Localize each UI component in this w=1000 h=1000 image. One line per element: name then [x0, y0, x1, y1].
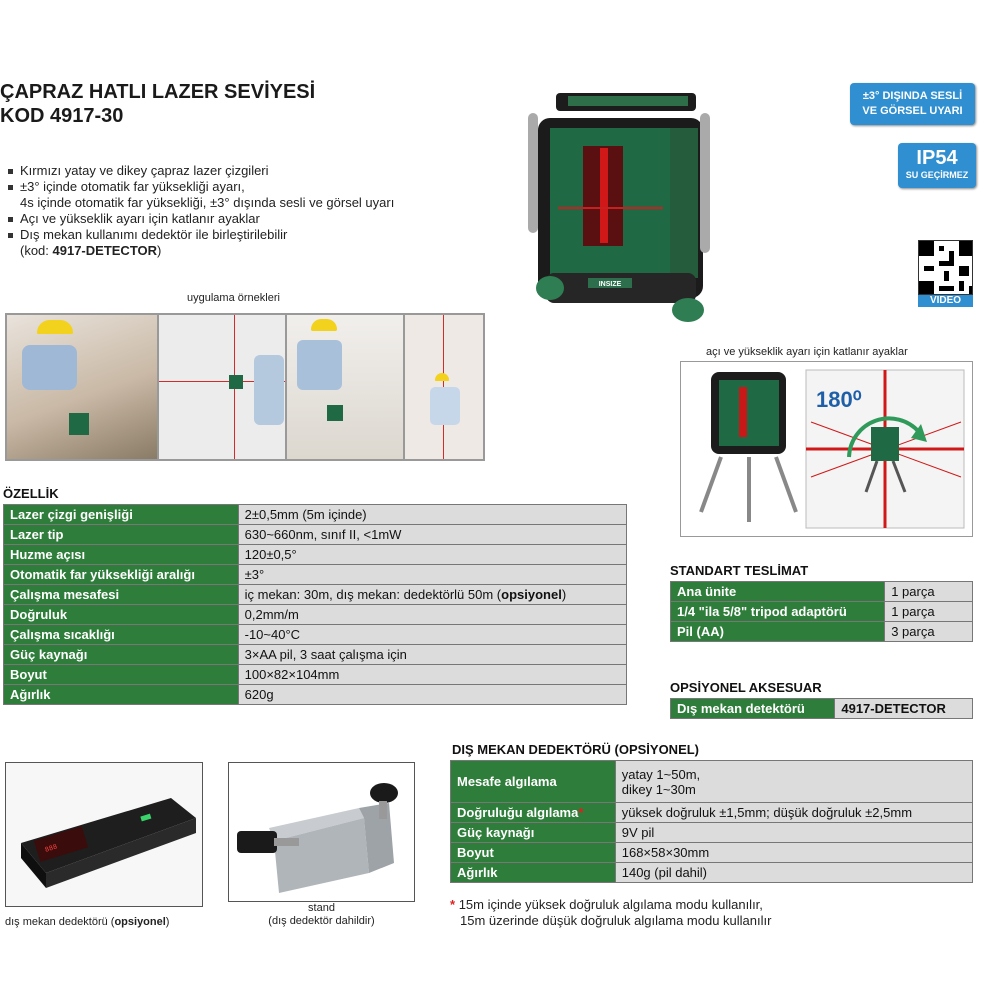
svg-text:888: 888: [44, 843, 59, 855]
stand-image: [228, 762, 415, 902]
table-row: [451, 761, 973, 803]
features-table: [3, 504, 627, 705]
spec-key: Çalışma sıcaklığı: [4, 625, 239, 645]
standard-delivery-table: [670, 581, 973, 642]
detector-spec-key: Boyut: [451, 843, 616, 863]
qr-code-icon: [918, 240, 973, 295]
detector-spec-key-text: Doğruluğu algılama: [457, 805, 579, 820]
spec-key: Lazer çizgi genişliği: [4, 505, 239, 525]
spec-value-bold: opsiyonel: [501, 587, 562, 602]
angle-label: 180⁰: [816, 387, 862, 412]
spec-key: Lazer tip: [4, 525, 239, 545]
spec-value: 630~660nm, sınıf II, <1mW: [238, 525, 626, 545]
table-row: [451, 823, 973, 843]
spec-key: Ağırlık: [4, 685, 239, 705]
table-row: [4, 505, 627, 525]
feature-item: Kırmızı yatay ve dikey çapraz lazer çizgileri: [8, 163, 478, 179]
legs-image-frame: [680, 361, 973, 537]
table-row: [4, 525, 627, 545]
table-row: [671, 582, 973, 602]
spec-key: Huzme açısı: [4, 545, 239, 565]
detector-spec-value: 140g (pil dahil): [615, 863, 972, 883]
table-row: [4, 625, 627, 645]
application-photo: [158, 314, 286, 460]
spec-value: -10~40°C: [238, 625, 626, 645]
feature-code: 4917-DETECTOR: [52, 243, 158, 258]
feature-item-continued: 4s içinde otomatik far yüksekliği, ±3° dışında sesli ve görsel uyarı: [20, 195, 395, 210]
delivery-qty: 1 parça: [885, 582, 973, 602]
product-image: [528, 88, 713, 323]
spec-key: Boyut: [4, 665, 239, 685]
detector-image: [5, 762, 203, 907]
detector-caption-text: dış mekan dedektörü (: [5, 916, 115, 928]
detector-spec-line: yatay 1~50m,: [621, 766, 701, 782]
spec-value: 100×82×104mm: [238, 665, 626, 685]
table-row: [4, 665, 627, 685]
spec-value: 120±0,5°: [238, 545, 626, 565]
accessory-name: Dış mekan detektörü: [671, 699, 835, 719]
table-row: [4, 545, 627, 565]
features-table-title: ÖZELLİK: [3, 486, 59, 501]
table-row: [671, 699, 973, 719]
title-line-2: KOD 4917-30: [0, 105, 124, 127]
table-row: [4, 605, 627, 625]
table-row: [451, 863, 973, 883]
detector-caption: [5, 916, 169, 928]
feature-item: ±3° içinde otomatik far yüksekliği ayarı,: [8, 179, 478, 195]
footnote-star: *: [450, 897, 456, 912]
delivery-item: 1/4 "ila 5/8" tripod adaptörü: [671, 602, 885, 622]
spec-value: 0,2mm/m: [238, 605, 626, 625]
spec-key: Doğruluk: [4, 605, 239, 625]
detector-table: [450, 760, 973, 883]
table-row: [451, 843, 973, 863]
detector-spec-key: Güç kaynağı: [451, 823, 616, 843]
applications-photo-strip: [5, 313, 485, 461]
ip54-badge: [898, 143, 976, 188]
standard-delivery-title: STANDART TESLİMAT: [670, 563, 809, 578]
footnote-line-1: 15m içinde yüksek doğruluk algılama modu kullanılır,: [458, 897, 763, 912]
spec-key: Otomatik far yüksekliği aralığı: [4, 565, 239, 585]
stand-caption-line-2: (dış dedektör dahildir): [268, 915, 375, 927]
warning-badge: [850, 83, 975, 125]
table-row: [4, 585, 627, 605]
spec-value-end: ): [561, 587, 567, 602]
optional-accessory-table: [670, 698, 973, 719]
application-photo: [404, 314, 484, 460]
legs-caption: açı ve yükseklik ayarı için katlanır ayaklar: [706, 346, 908, 358]
optional-accessory-title: OPSİYONEL AKSESUAR: [670, 680, 822, 695]
detector-footnote: [450, 897, 771, 929]
detector-spec-value: 9V pil: [615, 823, 972, 843]
feature-item: Açı ve yükseklik ayarı için katlanır ayaklar: [8, 211, 478, 227]
detector-caption-bold: opsiyonel: [114, 916, 166, 928]
spec-key: Güç kaynağı: [4, 645, 239, 665]
detector-spec-key: [451, 803, 616, 823]
video-label: VIDEO: [918, 295, 973, 307]
footnote-star: *: [578, 805, 584, 820]
title-line-1: ÇAPRAZ HATLI LAZER SEVİYESİ: [0, 81, 316, 103]
table-row: [671, 622, 973, 642]
feature-list: [8, 163, 478, 259]
warning-line-2: VE GÖRSEL UYARI: [862, 105, 963, 117]
table-row: [4, 565, 627, 585]
delivery-qty: 3 parça: [885, 622, 973, 642]
detector-spec-key: Mesafe algılama: [451, 761, 616, 803]
spec-value: 2±0,5mm (5m içinde): [238, 505, 626, 525]
stand-caption: [228, 902, 415, 928]
feature-item-continued: [8, 243, 478, 259]
ip54-main: IP54: [916, 147, 958, 169]
tripod-illustration: [681, 362, 972, 536]
spec-value: [238, 585, 626, 605]
detector-caption-end: ): [165, 916, 170, 928]
delivery-item: Pil (AA): [671, 622, 885, 642]
page-title: [0, 80, 315, 128]
ip54-sub: SU GEÇİRMEZ: [905, 170, 969, 180]
detector-spec-value: 168×58×30mm: [615, 843, 972, 863]
application-photo: [286, 314, 404, 460]
table-row: [4, 685, 627, 705]
detector-spec-key: Ağırlık: [451, 863, 616, 883]
detector-table-title: DIŞ MEKAN DEDEKTÖRÜ (OPSİYONEL): [452, 742, 700, 757]
application-photo: [6, 314, 158, 460]
applications-caption: uygulama örnekleri: [187, 292, 280, 304]
spec-value-text: iç mekan: 30m, dış mekan: dedektörlü 50m (: [244, 587, 502, 602]
detector-spec-line: dikey 1~30m: [621, 781, 696, 797]
spec-value: ±3°: [238, 565, 626, 585]
feature-code-suffix: ): [157, 243, 162, 258]
detector-spec-value: [615, 761, 972, 803]
accessory-code: 4917-DETECTOR: [835, 699, 973, 719]
detector-spec-value: yüksek doğruluk ±1,5mm; düşük doğruluk ±2,5mm: [615, 803, 972, 823]
product-brand-label: INSIZE: [598, 281, 622, 288]
feature-item: Dış mekan kullanımı dedektör ile birleştirilebilir: [8, 227, 478, 243]
warning-line-1: ±3° DIŞINDA SESLİ: [862, 90, 963, 102]
spec-value: 620g: [238, 685, 626, 705]
spec-key: Çalışma mesafesi: [4, 585, 239, 605]
feature-code-prefix: (kod:: [20, 243, 53, 258]
delivery-item: Ana ünite: [671, 582, 885, 602]
stand-caption-line-1: stand: [308, 902, 335, 914]
delivery-qty: 1 parça: [885, 602, 973, 622]
footnote-line-2: 15m üzerinde düşük doğruluk algılama modu kullanılır: [460, 913, 772, 928]
table-row: [4, 645, 627, 665]
table-row: [451, 803, 973, 823]
spec-value: 3×AA pil, 3 saat çalışma için: [238, 645, 626, 665]
table-row: [671, 602, 973, 622]
